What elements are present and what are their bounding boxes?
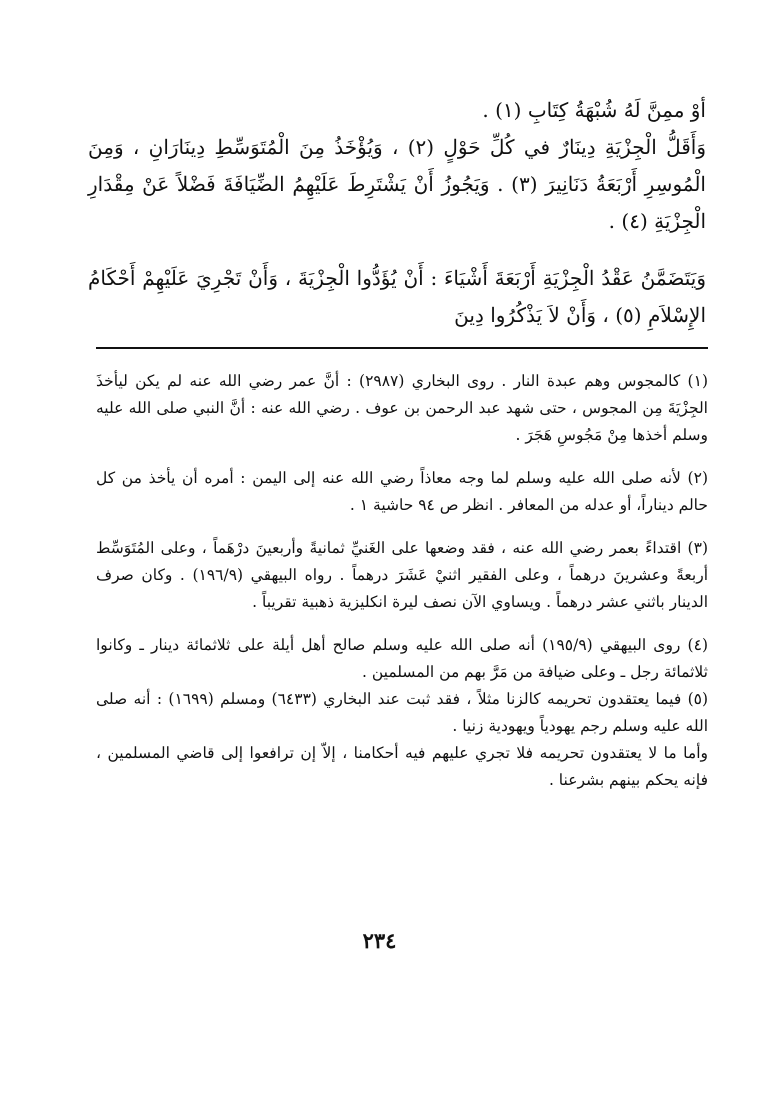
footnote: (١) كالمجوس وهم عبدة النار . روى البخاري (٢٩٨٧) : أنَّ عمر رضي الله عنه لم يكن ليأخذَ الجِزْيَةَ مِن المجوس ، حتى شهد عبد الرحمن بن عوف . رضي الله عنه : أنَّ النبي صلى الله عليه وسلم أخذها مِنْ مَجُوسِ هَجَرَ . — [96, 372, 708, 444]
footnote: (٢) لأنه صلى الله عليه وسلم لما وجه معاذاً رضي الله عنه إلى اليمن : أمره أن يأخذ من كل حالم ديناراً، أو عدله من المعافر . انظر ص ٩٤ حاشية ١ . — [96, 469, 708, 514]
footnote: (٤) روى البيهقي (١٩٥/٩) أنه صلى الله عليه وسلم صالح أهل أيلة على ثلاثمائة دينار ـ وكانوا ثلاثمائة رجل ـ وعلى ضيافة من مَرَّ بهم من المسلمين . — [96, 636, 708, 681]
main-paragraph: أوْ ممِنَّ لَهُ شُبْهَةُ كِتَابِ (١) . — [482, 98, 706, 122]
main-paragraph: وَأَقَلُّ الْجِزْيَةِ دِينَارٌ في كُلِّ حَوْلٍ (٢) ، وَيُؤْخَذُ مِنَ الْمُتَوَسِّطِ دِينَارَانِ ، وَمِنَ الْمُوسِرِ أَرْبَعَةُ دَنَانِيرَ (٣) . وَيَجُوزُ أَنْ يَشْتَرِطَ عَلَيْهِمُ الضِّيَافَةَ فَضْلاً عَنْ مِقْدَارِ الْجِزْيَةِ (٤) . — [88, 135, 706, 233]
footnote: (٥) فيما يعتقدون تحريمه كالزنا مثلاً ، فقد ثبت عند البخاري (٦٤٣٣) ومسلم (١٦٩٩) : أنه صلى الله عليه وسلم رجم يهودياً ويهودية زنيا . — [96, 690, 709, 735]
footnote: (٣) اقتداءً بعمر رضي الله عنه ، فقد وضعها على الغَنيِّ ثمانيةً وأربعينَ درْهَماً ، وعلى المُتَوَسِّط أربعةً وعشرينَ درهماً ، وعلى الفقير اثنيْ عَشَرَ درهماً . رواه البيهقي (١٩٦/٩) . وكان صرف الدينار باثني عشر درهماً . ويساوي الآن نصف ليرة انكليزية ذهبية تقريباً . — [96, 539, 708, 611]
page-number: ٢٣٤ — [362, 928, 397, 953]
footnote-continuation: وأما ما لا يعتقدون تحريمه فلا تجري عليهم فيه أحكامنا ، إلاّ إن ترافعوا إلى قاضي المسلمين ، فإنه يحكم بينهم بشرعنا . — [96, 744, 708, 789]
main-paragraph: وَيَتَضَمَّنُ عَقْدُ الْجِزْيَةِ أَرْبَعَةَ أَشْيَاءَ : أَنْ يُؤَدُّوا الْجِزْيَةَ ، وَأَنْ تَجْرِيَ عَلَيْهِمْ أَحْكَامُ الإِسْلاَمِ (٥) ، وَأَنْ لاَ يَذْكُرُوا دِينَ — [88, 266, 706, 327]
footnotes — [96, 368, 708, 794]
footnote-divider — [96, 347, 708, 349]
main-text — [88, 92, 706, 334]
